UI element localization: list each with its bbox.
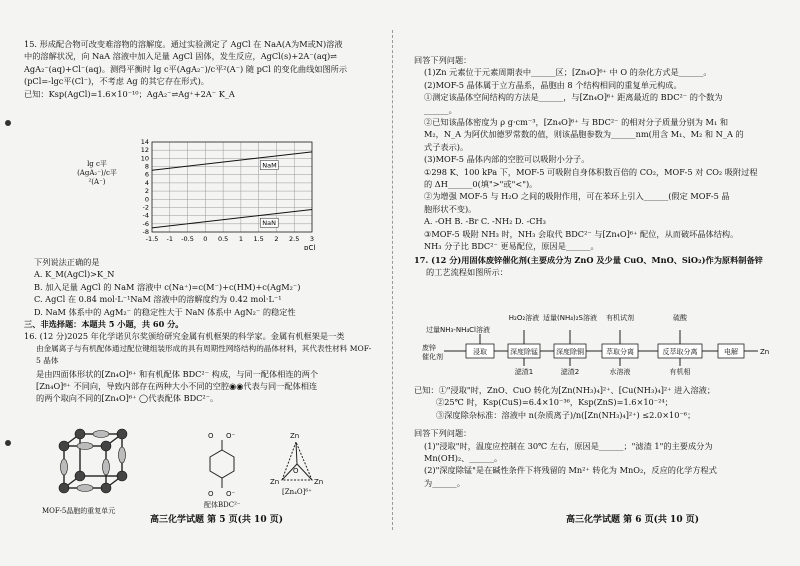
oxygen-label: O⁻ [226,490,236,498]
x-tick-label: -0.5 [181,235,194,243]
question-15-options [24,256,376,405]
text-line: 是由四面体形状的[Zn₄O]⁶⁺ 和有机配体 BDC²⁻ 构成，与同一配体相连的两个 [36,368,319,379]
text-line: NH₃ 分子比 BDC²⁻ 更易配位，原因是______。 [424,241,599,252]
text-line: ①298 K、100 kPa 下，MOF-5 可吸附自身体积数百倍的 CO₂，MOF-5 对 CO₂ 吸附过程 [424,166,758,177]
y-axis-label: lg c平(AgA₂⁻)/c平²(A⁻) [77,160,117,186]
text-line: (pCl=-lgc平(Cl⁻)，不考虑 Ag 的其它存在形式)。 [24,76,209,87]
text-line: 已知：Ksp(AgCl)=1.6×10⁻¹⁰；AgA₂⁻⇌Ag⁺+2A⁻ K_A [24,88,235,99]
reagent-label: 过量NH₃-NH₄Cl溶液 [426,326,490,334]
series-line-NaM [152,152,312,170]
oxygen-label: O [208,432,214,440]
text-line: AgA₂⁻(aq)+Cl⁻(aq)。测得平衡时 lg c平(AgA₂⁻)/c平²(A⁻) 随 pCl 的变化曲线如图所示 [24,63,348,74]
text-line: 中的溶解状况，向 NaA 溶液中加入足量 AgCl 固体，发生反应，AgCl(s)+2A⁻(aq)⇌ [24,51,338,62]
y-tick-label: 4 [144,178,149,187]
series-label: NaM [262,161,277,170]
oxygen-label: O [208,490,214,498]
byproduct-label: 有机相 [669,368,691,376]
binding-hole [5,440,11,446]
page-5 [24,38,376,100]
text-line: 的工艺流程如图所示： [426,266,508,277]
text-line: (1)Zn 元素位于元素周期表中______区；[Zn₄O]⁶⁺ 中 O 的杂化方式是______。 [424,67,712,78]
x-tick-label: 2.5 [289,235,300,243]
y-tick-label: 14 [140,138,149,146]
process-step-label: 深度除铜 [556,348,584,356]
x-tick-label: -1 [166,235,174,243]
answer-line: 为______。 [424,477,465,488]
y-tick-label: -8 [142,228,149,236]
text-line: 式子表示)。 [424,141,469,152]
y-tick-label: 6 [144,170,149,179]
mof5-caption: MOF-5晶胞的重复单元 [42,507,116,515]
option-c: C. AgCl 在 0.84 mol·L⁻¹NaM 溶液中的溶解度约为 0.42 mol·L⁻¹ [34,294,282,305]
answer-line: 回答下列问题： [414,428,472,439]
question-17-known [414,384,776,489]
option-a: A. K_M(AgCl)>K_N [34,269,115,280]
y-tick-label: 2 [144,187,149,196]
y-tick-label: 8 [144,162,149,171]
text-line: 的 ΔH______0(填">"或"<")。 [424,179,538,190]
question-15-stem [24,38,376,100]
text-line: ②已知该晶体密度为 ρ g·cm⁻³，[Zn₄O]⁶⁺ 与 BDC²⁻ 的相对分子质量分别为 M₁ 和 [424,117,729,128]
text-line: 的两个取向不同的[Zn₄O]⁶⁺ ◯代表配体 BDC²⁻。 [36,393,219,404]
process-step-label: 萃取分离 [606,348,634,356]
binding-hole [5,120,11,126]
mof5-unit-cell [59,429,127,493]
text-line: 下列说法正确的是 [34,257,100,267]
answer-line: (1)"浸取"时，温度应控制在 30℃ 左右，原因是______；"滤渣 1"的主要成分为 [424,440,713,451]
question-16-parts [414,54,776,253]
process-step-label: 深度除锰 [510,348,538,356]
question-17-stem: 17. (12 分)用固体废锌催化剂(主要成分为 ZnO 及少量 CuO、MnO、SiO₂)作为原料制备锌 [414,254,763,265]
zn4o-cluster-structure [270,432,323,486]
text-line: ②为增强 MOF-5 与 H₂O 之间的吸附作用，可在苯环上引入______(假定 MOF-5 晶 [424,191,730,202]
answer-line: Mn(OH)₂、______。 [424,453,503,464]
solubility-chart [122,138,322,250]
text-line: 胞形状不变)。 [424,203,477,214]
series-line-NaN [152,210,312,228]
x-tick-label: 1.5 [253,235,264,243]
product-label: Zn [760,348,770,356]
mof5-figures [50,428,340,510]
zn-label: Zn [270,478,280,486]
text-line: (2)MOF-5 晶体属于立方晶系，晶胞由 8 个结构相同的重复单元构成。 [424,79,682,90]
known-condition: ②25℃ 时，Ksp(CuS)=6.4×10⁻³⁶，Ksp(ZnS)=1.6×10⁻²⁴； [436,397,673,408]
process-step-label: 电解 [724,348,738,356]
y-tick-label: -2 [142,203,149,212]
known-condition: 已知：①"浸取"时，ZnO、CuO 转化为[Zn(NH₃)₄]²⁺、[Cu(NH₃)₄]²⁺ 进入溶液； [414,385,716,395]
answer-line: (2)"深度除锰"是在碱性条件下将残留的 Mn²⁺ 转化为 MnO₂，反应的化学方程式 [424,465,717,476]
section-heading: 三、非选择题：本题共 5 小题，共 60 分。 [24,319,184,330]
text-line: (3)MOF-5 晶体内部的空腔可以吸附小分子。 [424,154,590,165]
option-b: B. 加入足量 AgCl 的 NaM 溶液中 c(Na⁺)=c(M⁻)+c(HM)+c(AgM₂⁻) [34,281,301,292]
process-step-label: 浸取 [473,348,487,356]
series-label: NaN [262,219,276,228]
text-line: 15. 形成配合物可改变难溶物的溶解度。通过实验测定了 AgCl 在 NaA(A为M或N)溶液 [24,39,343,49]
text-line: [Zn₄O]⁶⁺ 不同向，导致内部存在两种大小不同的空腔◉◉代表与同一配体相连 [36,381,318,392]
text-line: 16. (12 分)2025 年化学诺贝尔奖颁给研究金属有机框架的科学家。金属有机框架是一类 [24,331,345,342]
text-line: 回答下列问题： [414,55,472,65]
o-label: O [293,467,299,475]
page-footer-6: 高三化学试题 第 6 页(共 10 页) [566,515,699,525]
reagent-label: 有机试剂 [606,314,634,322]
known-condition: ③深度除杂标准：溶液中 n(杂质离子)/n([Zn(NH₃)₄]²⁺) ≤2.0×10⁻⁶； [436,409,696,420]
y-tick-label: -6 [142,219,149,228]
y-tick-label: 10 [140,154,149,163]
x-tick-label: 0.5 [217,235,229,243]
process-flow-diagram [422,310,772,380]
y-tick-label: -4 [142,211,149,220]
bdc-ligand-structure [208,432,236,498]
text-line: 由金属离子与有机配体通过配位键组装形成的具有周期性网络结构的晶体材料，其代表性材料 MOF-5 晶体 [36,343,372,366]
reagent-label: H₂O₂溶液 [508,314,540,322]
page-6 [414,54,776,278]
x-tick-label: -1.5 [145,235,159,243]
page-footer-5: 高三化学试题 第 5 页(共 10 页) [150,515,283,525]
reagent-label: 硫酸 [673,314,687,322]
text-line: M₂，N_A 为阿伏加德罗常数的值，则该晶胞参数为______nm(用含 M₁、M₂ 和 N_A 的 [424,129,744,140]
page-divider [392,30,399,530]
y-tick-label: 0 [144,195,149,204]
zn4o-caption: [Zn₄O]⁶⁺ [282,488,312,496]
bdc-caption: 配体BDC²⁻ [204,501,241,509]
byproduct-label: 滤渣2 [560,368,580,376]
binding-holes [5,0,15,566]
byproduct-label: 滤渣1 [514,368,534,376]
x-axis-label: pCl [304,244,316,250]
text-line: ①测定该晶体空间结构的方法是______，与[Zn₄O]⁶⁺ 距离最近的 BDC²⁻ 的个数为 [424,92,723,103]
feed-label: 催化剂 [422,353,443,361]
feed-label: 废锌 [422,344,436,352]
y-tick-label: 12 [140,146,149,155]
text-line: ③MOF-5 吸附 NH₃ 时，NH₃ 会取代 BDC²⁻ 与[Zn₄O]⁶⁺ 配位，从而破坏晶体结构。 [424,228,739,239]
text-line: ______。 [424,104,457,115]
x-tick-label: 2 [274,235,279,243]
process-step-label: 反萃取分离 [662,348,698,356]
byproduct-label: 水溶液 [609,368,631,376]
reagent-label: 适量(NH₄)₂S溶液 [542,314,598,322]
text-line: A. -OH B. -Br C. -NH₂ D. -CH₃ [424,216,546,227]
option-d: D. NaM 体系中的 AgM₂⁻ 的稳定性大于 NaN 体系中 AgN₂⁻ 的稳定性 [34,306,296,317]
zn-label: Zn [314,478,324,486]
x-tick-label: 1 [238,235,243,243]
oxygen-label: O⁻ [226,432,236,440]
x-tick-label: 3 [309,235,315,243]
zn-label: Zn [290,432,300,440]
x-tick-label: 0 [203,235,208,243]
